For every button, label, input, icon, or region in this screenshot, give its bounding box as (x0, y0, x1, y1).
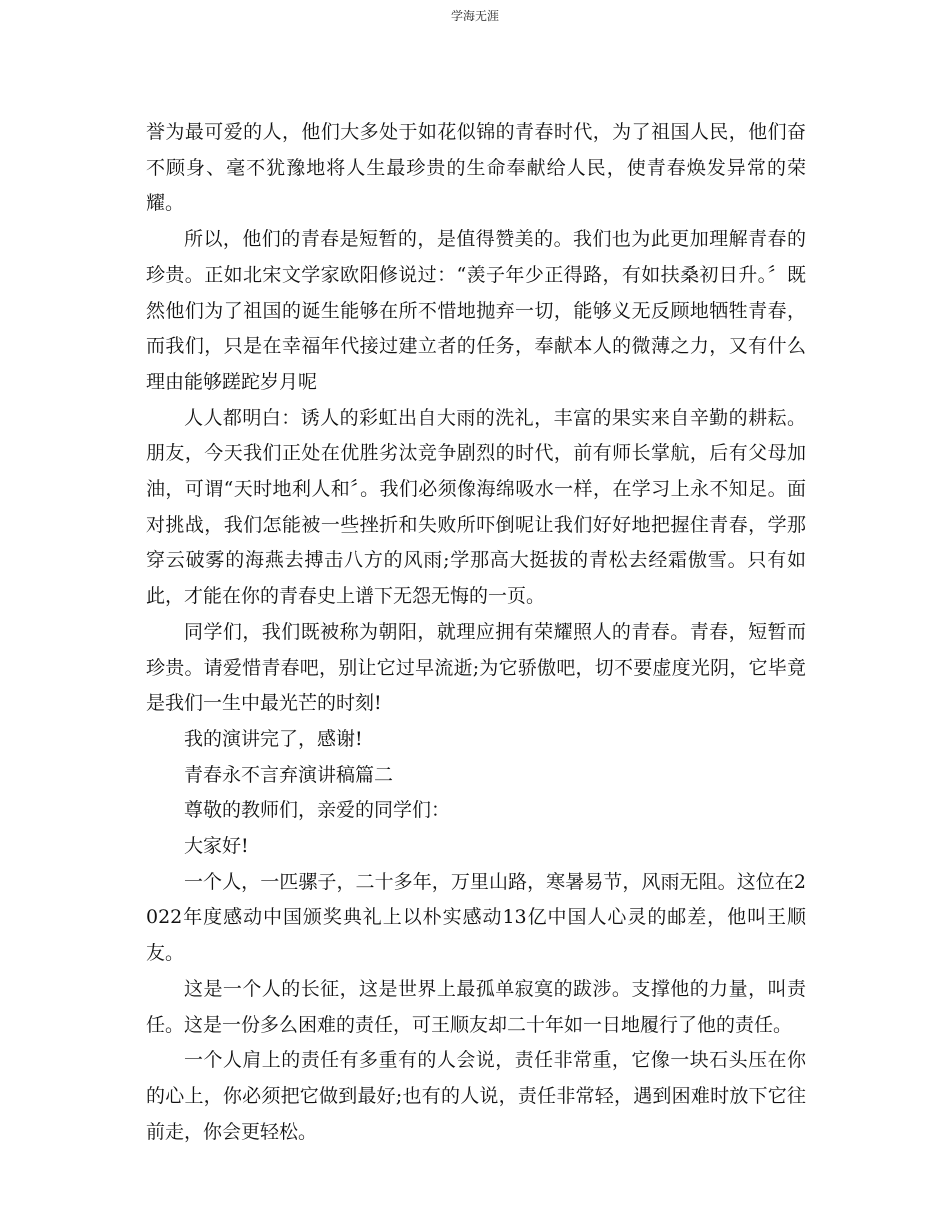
document-body (146, 115, 806, 1150)
paragraph: 所以，他们的青春是短暂的，是值得赞美的。我们也为此更加理解青春的珍贵。正如北宋文学家欧阳修说过：“羡子年少正得路，有如扶桑初日升。〞既然他们为了祖国的诞生能够在所不惜地抛弃一切，能够义无反顾地牺牲青春，而我们，只是在幸福年代接过建立者的任务，奉献本人的微薄之力，又有什么理由能够蹉跎岁月呢 (146, 228, 806, 393)
paragraph: 一个人，一匹骡子，二十多年，万里山路，寒暑易节，风雨无阻。这位在2022年度感动中国颁奖典礼上以朴实感动13亿中国人心灵的邮差，他叫王顺友。 (146, 870, 806, 965)
paragraph: 我的演讲完了，感谢! (184, 727, 363, 750)
paragraph: 一个人肩上的责任有多重有的人会说，责任非常重，它像一块石头压在你的心上，你必须把它做到最好;也有的人说，责任非常轻，遇到困难时放下它往前走，你会更轻松。 (146, 1049, 806, 1143)
salutation: 尊敬的教师们，亲爱的同学们： (184, 799, 451, 822)
page-header: 学海无涯 (450, 9, 499, 23)
paragraph: 这是一个人的长征，这是世界上最孤单寂寞的跋涉。支撑他的力量，叫责任。这是一份多么困难的责任，可王顺友却二十年如一日地履行了他的责任。 (146, 977, 806, 1036)
paragraph: 誉为最可爱的人，他们大多处于如花似锦的青春时代，为了祖国人民，他们奋不顾身、毫不犹豫地将人生最珍贵的生命奉献给人民，使青春焕发异常的荣耀。 (146, 121, 806, 215)
greeting: 大家好! (184, 835, 249, 858)
paragraph: 人人都明白：诱人的彩虹出自大雨的洗礼，丰富的果实来自辛勤的耕耘。朋友，今天我们正处在优胜劣汰竞争剧烈的时代，前有师长掌航，后有父母加油，可谓“天时地利人和〞。我们必须像海绵吸水一样，在学习上永不知足。面对挑战，我们怎能被一些挫折和失败所吓倒呢让我们好好地把握住青春，学那穿云破雾的海燕去搏击八方的风雨;学那高大挺拔的青松去经霜傲雪。只有如此，才能在你的青春史上谱下无怨无悔的一页。 (146, 406, 806, 608)
section-heading: 青春永不言弃演讲稿篇二 (184, 763, 394, 786)
paragraph: 同学们，我们既被称为朝阳，就理应拥有荣耀照人的青春。青春，短暂而珍贵。请爱惜青春吧，别让它过早流逝;为它骄傲吧，切不要虚度光阴，它毕竟是我们一生中最光芒的时刻! (146, 620, 806, 715)
